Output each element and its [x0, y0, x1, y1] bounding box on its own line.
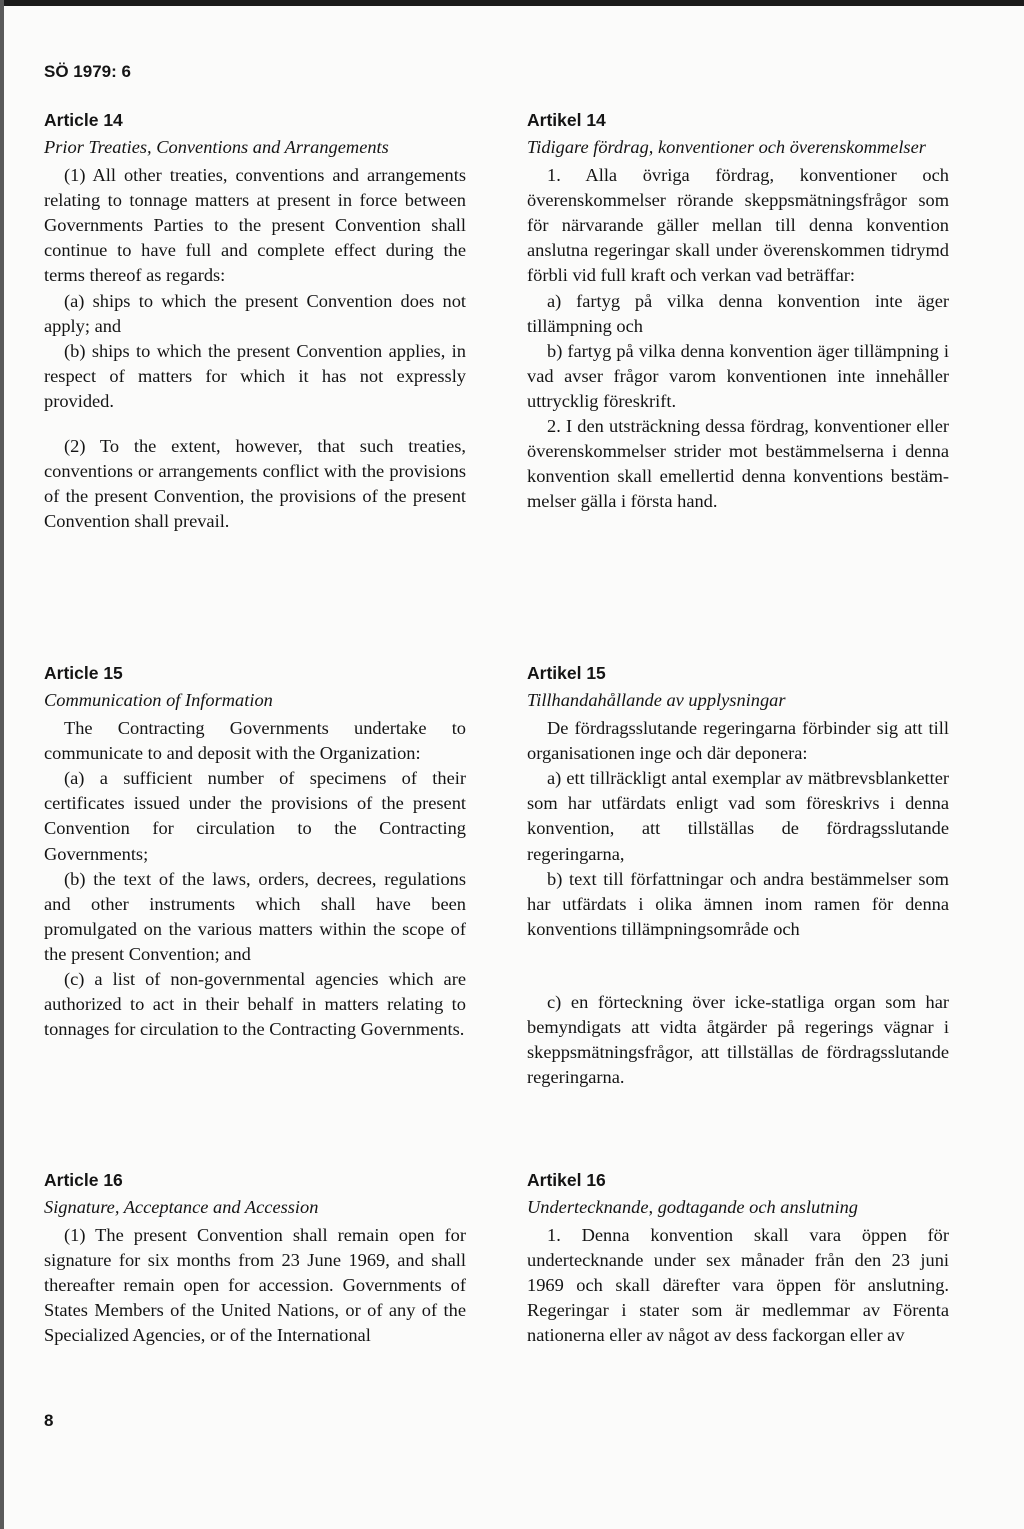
page-number: 8	[44, 1411, 54, 1430]
paragraph: (a) a sufficient number of specimens of their certificates issued under the provisions of the present Convention for circulation to the Contracting Governments;	[44, 768, 466, 864]
article-title: Artikel 15	[527, 663, 606, 683]
article-15-sv	[527, 661, 949, 1090]
paragraph: (1) The present Convention shall remain open for signature for six months from 23 June 1969, and shall thereafter remain open for accession. Governments of States Members of the United Nations, or of any of the Specialized Agencies, or of the International	[44, 1225, 466, 1346]
article-title: Article 16	[44, 1170, 123, 1190]
document-reference: SÖ 1979: 6	[44, 62, 131, 81]
article-14-en	[44, 108, 466, 534]
article-title: Artikel 16	[527, 1170, 606, 1190]
paragraph: (1) All other treaties, conventions and arrangements relating to tonnage matters at present in force between Governments Parties to the present Convention shall continue to have full and complete effect during the terms thereof as regards:	[44, 165, 466, 286]
article-16-en	[44, 1168, 466, 1349]
paragraph: The Contracting Governments undertake to communicate to and deposit with the Organization:	[44, 718, 466, 764]
article-subtitle: Signature, Acceptance and Accession	[44, 1197, 319, 1217]
article-subtitle: Undertecknande, godtagande och anslutning	[527, 1197, 858, 1217]
paragraph: 1. Denna konvention skall vara öppen för undertecknande under sex månader från den 23 juni 1969 och skall därefter vara öppen för anslutning. Regeringar i stater som är medlemmar av Förenta nationerna eller av något av dess fackorgan eller av	[527, 1225, 949, 1346]
paragraph: b) fartyg på vilka denna konvention äger tillämpning i vad avser frågor varom konventionen inte innehåller uttrycklig föreskrift.	[527, 340, 949, 411]
scan-top-border	[0, 0, 1024, 6]
paragraph: (b) the text of the laws, orders, decrees, regulations and other instruments which shall have been promulgated on the various matters within the scope of the present Convention; and	[44, 868, 466, 964]
paragraph: De fördragsslutande regeringarna förbinder sig att till organisationen inge och där deponera:	[527, 718, 949, 764]
article-title: Artikel 14	[527, 110, 606, 130]
article-subtitle: Tillhandahållande av upplysningar	[527, 690, 786, 710]
paragraph: (c) a list of non-governmental agencies which are authorized to act in their behalf in matters relating to tonnages for circulation to the Contracting Governments.	[44, 969, 466, 1040]
article-subtitle: Communication of Information	[44, 690, 273, 710]
paragraph: 2. I den utsträckning dessa fördrag, konventioner eller överenskommelser strider mot bestämmelserna i denna konvention skall emellertid denna konventions bestämmelser gälla i första hand.	[527, 416, 949, 512]
article-14-sv	[527, 108, 949, 514]
paragraph: (2) To the extent, however, that such treaties, conventions or arrangements conflict with the provisions of the present Convention, the provisions of the present Convention shall prevail.	[44, 436, 466, 532]
paragraph: a) fartyg på vilka denna konvention inte äger tillämpning och	[527, 290, 949, 336]
article-16-sv	[527, 1168, 949, 1349]
article-15-en	[44, 661, 466, 1042]
paragraph: (b) ships to which the present Convention applies, in respect of matters for which it has not expressly provided.	[44, 340, 466, 411]
article-title: Article 15	[44, 663, 123, 683]
article-subtitle: Tidigare fördrag, konventioner och överenskommelser	[527, 137, 926, 157]
article-title: Article 14	[44, 110, 123, 130]
article-subtitle: Prior Treaties, Conventions and Arrangements	[44, 137, 389, 157]
paragraph: 1. Alla övriga fördrag, konventioner och överenskommelser rörande skeppsmätningsfrågor som för närvarande gäller mellan till denna konvention anslutna regeringar skall under överenskommen tidrymd förbli vid full kraft och verkan vad beträffar:	[527, 165, 949, 286]
scan-left-edge	[0, 0, 4, 1529]
paragraph: a) ett tillräckligt antal exemplar av mätbrevsblanketter som har utfärdats enligt vad som föreskrivs i denna konvention, att tillställas de fördragsslutande regeringarna,	[527, 768, 949, 864]
paragraph: c) en förteckning över icke-statliga organ som har bemyndigats att vidta åtgärder på regerings vägnar i skeppsmätningsfrågor, att tillställas de fördragsslutande regeringarna.	[527, 991, 949, 1088]
paragraph: b) text till författningar och andra bestämmelser som har utfärdats i olika ämnen inom ramen för denna konventions tillämpningsområde och	[527, 868, 949, 939]
paragraph: (a) ships to which the present Convention does not apply; and	[44, 290, 466, 336]
